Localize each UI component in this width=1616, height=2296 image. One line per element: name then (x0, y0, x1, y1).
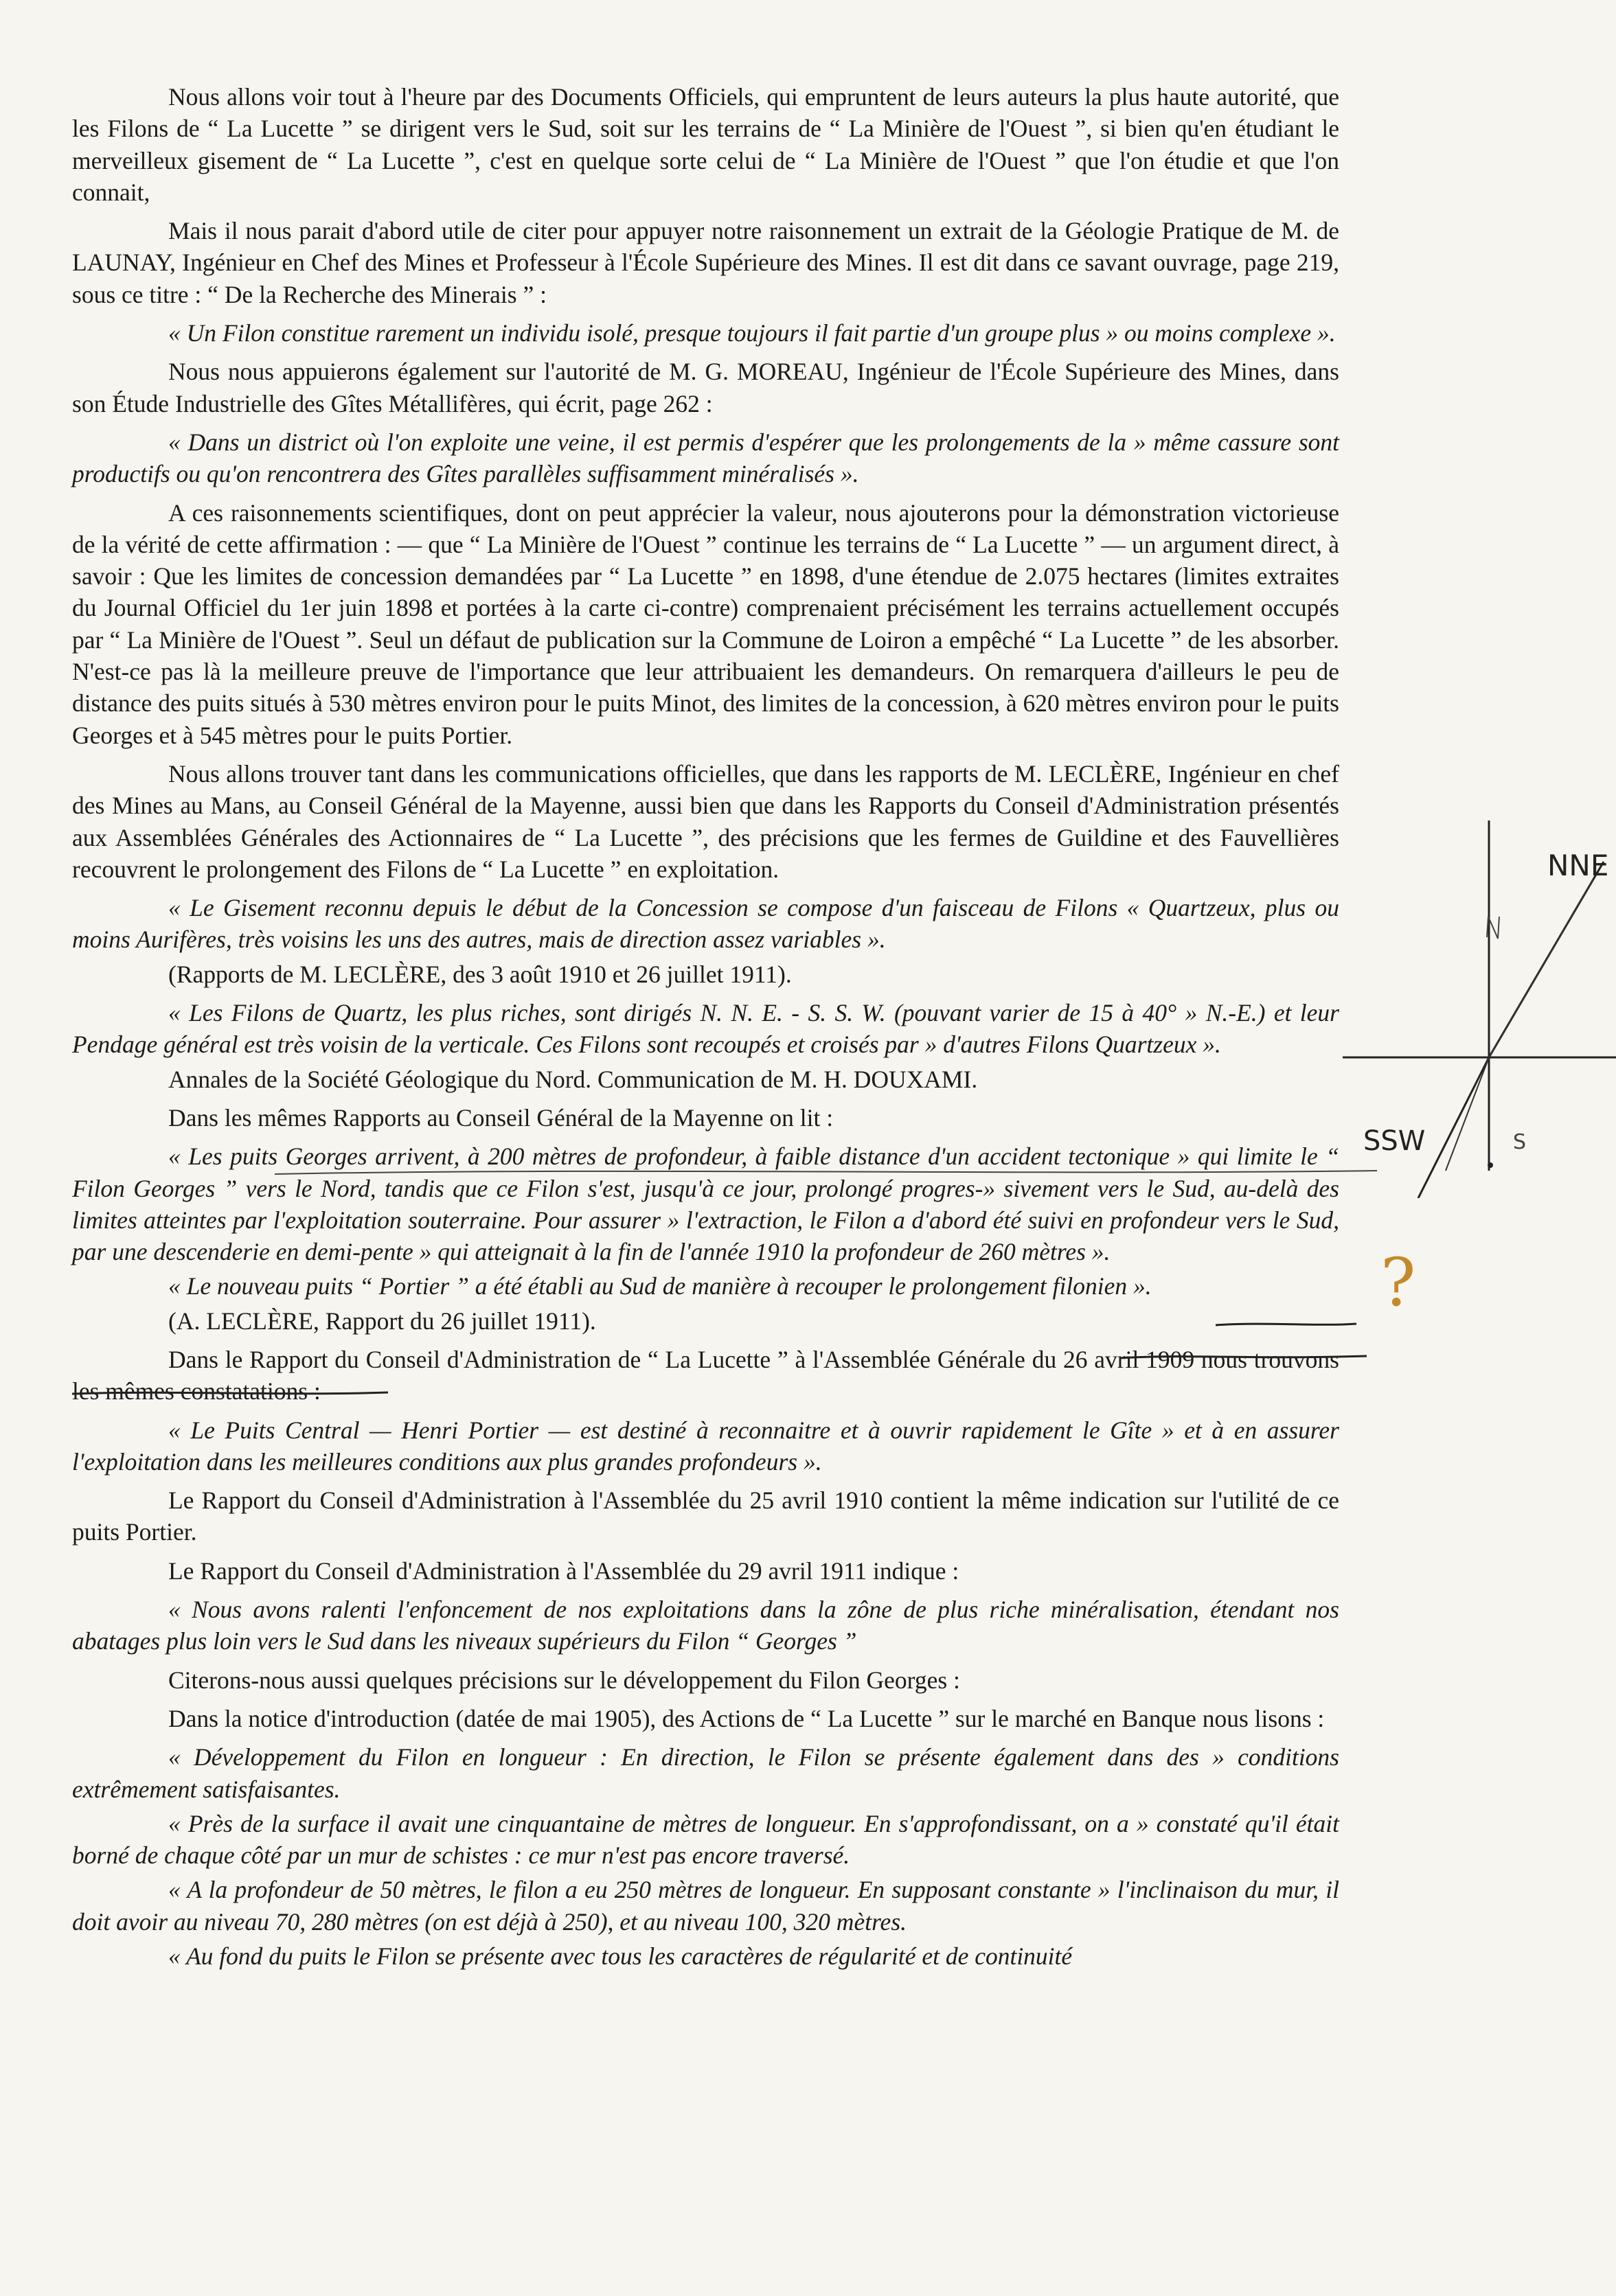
citation-source: (Rapports de M. LECLÈRE, des 3 août 1910 et 26 juillet 1911). (168, 960, 792, 988)
quotation: « Le Puits Central — Henri Portier — est destiné à reconnaitre et à ouvrir rapidement le Gîte » et à en assurer l'exploitation dans les meilleures conditions aux plus grandes profondeurs ». (72, 1416, 1339, 1476)
citation-source: (A. LECLÈRE, Rapport du 26 juillet 1911). (168, 1307, 596, 1335)
quotation: « Un Filon constitue rarement un individu isolé, presque toujours il fait partie d'un groupe plus » ou moins complexe ». (168, 319, 1336, 347)
quotation: « Le Gisement reconnu depuis le début de la Concession se compose d'un faisceau de Filons « Quartzeux, plus ou moins Aurifères, très voisins les uns des autres, mais de direction assez variables ». (72, 894, 1339, 954)
paragraph: Le Rapport du Conseil d'Administration à l'Assemblée du 25 avril 1910 contient la même indication sur l'utilité de ce puits Portier. (72, 1486, 1339, 1546)
quotation: « Les Filons de Quartz, les plus riches, sont dirigés N. N. E. - S. S. W. (pouvant varier de 15 à 40° » N.-E.) et leur Pendage général est très voisin de la verticale. Ces Filons sont recoupés et croisés par » d'autres Filons Quartzeux ». (72, 999, 1339, 1059)
compass-sketch (1329, 814, 1616, 1198)
sketch-label-ssw: SSW (1363, 1125, 1426, 1157)
paragraph: Nous allons trouver tant dans les communications officielles, que dans les rapports de M. LECLÈRE, Ingénieur en chef des Mines au Mans, au Conseil Général de la Mayenne, aussi bien que dans les Rapports du Conseil d'Administration présentés aux Assemblées Générales des Actionnaires de “ La Lucette ”, des précisions que les fermes de Guildine et des Fauvellières recouvrent le prolongement des Filons de “ La Lucette ” en exploitation. (72, 759, 1339, 883)
paragraph: Nous allons voir tout à l'heure par des Documents Officiels, qui empruntent de leurs auteurs la plus haute autorité, que les Filons de “ La Lucette ” se dirigent vers le Sud, soit sur les terrains de “ La Minière de l'Ouest ”, si bien qu'en étudiant le merveilleux gisement de “ La Lucette ”, c'est en quelque sorte celui de “ La Minière de l'Ouest ” que l'on étudie et que l'on connait, (72, 83, 1339, 206)
handwritten-question-mark: ? (1380, 1244, 1416, 1321)
quotation: « A la profondeur de 50 mètres, le filon a eu 250 mètres de longueur. En supposant constante » l'inclinaison du mur, il doit avoir au niveau 70, 280 mètres (on est déjà à 250), et au niveau 100, 320 mètres. (72, 1876, 1339, 1936)
citation-source: Annales de la Société Géologique du Nord. Communication de M. H. DOUXAMI. (168, 1065, 978, 1093)
quotation: « Développement du Filon en longueur : En direction, le Filon se présente également dans des » conditions extrêmement satisfaisantes. (72, 1743, 1339, 1803)
paragraph: Dans le Rapport du Conseil d'Administration de “ La Lucette ” à l'Assemblée Générale du 26 avril 1909 nous trouvons les mêmes constatations : (72, 1345, 1339, 1405)
document-body (72, 81, 1339, 1975)
sketch-label-s: S (1513, 1130, 1527, 1154)
quotation: « Au fond du puits le Filon se présente avec tous les caractères de régularité et de continuité (168, 1942, 1073, 1971)
quotation: « Nous avons ralenti l'enfoncement de nos exploitations dans la zône de plus riche minéralisation, étendant nos abatages plus loin vers le Sud dans les niveaux supérieurs du Filon “ Georges ” (72, 1596, 1339, 1655)
paragraph: Dans la notice d'introduction (datée de mai 1905), des Actions de “ La Lucette ” sur le marché en Banque nous lisons : (168, 1704, 1325, 1732)
paragraph: Mais il nous parait d'abord utile de citer pour appuyer notre raisonnement un extrait de la Géologie Pratique de M. de LAUNAY, Ingénieur en Chef des Mines et Professeur à l'École Supérieure des Mines. Il est dit dans ce savant ouvrage, page 219, sous ce titre : “ De la Recherche des Minerais ” : (72, 217, 1339, 308)
quotation: « Les puits Georges arrivent, à 200 mètres de profondeur, à faible distance d'un accident tectonique » qui limite le “ Filon Georges ” vers le Nord, tandis que ce Filon s'est, jusqu'à ce jour, prolongé progres-» sivement vers le Sud, au-delà des limites atteintes par l'exploitation souterraine. Pour assurer » l'extraction, le Filon a d'abord été suivi en profondeur vers le Sud, par une descenderie en demi-pente » qui atteignait à la fin de l'année 1910 la profondeur de 260 mètres ». (72, 1143, 1339, 1266)
quotation: « Dans un district où l'on exploite une veine, il est permis d'espérer que les prolongements de la » même cassure sont productifs ou qu'on rencontrera des Gîtes parallèles suffisamment minéralisés ». (72, 428, 1339, 488)
sketch-label-nne: NNE (1547, 849, 1609, 882)
paragraph: Citerons-nous aussi quelques précisions sur le développement du Filon Georges : (168, 1666, 960, 1694)
quotation: « Près de la surface il avait une cinquantaine de mètres de longueur. En s'approfondissant, on a » constaté qu'il était borné de chaque côté par un mur de schistes : ce mur n'est pas encore traversé. (72, 1809, 1339, 1870)
paragraph: Dans les mêmes Rapports au Conseil Général de la Mayenne on lit : (168, 1103, 834, 1132)
paragraph: A ces raisonnements scientifiques, dont on peut apprécier la valeur, nous ajouterons pour la démonstration victorieuse de la vérité de cette affirmation : — que “ La Minière de l'Ouest ” continue les terrains de “ La Lucette ” — un argument direct, à savoir : Que les limites de concession demandées par “ La Lucette ” en 1898, d'une étendue de 2.075 hectares (limites extraites du Journal Officiel du 1er juin 1898 et portées à la carte ci-contre) comprenaient précisément les terrains actuellement occupés par “ La Minière de l'Ouest ”. Seul un défaut de publication sur la Commune de Loiron a empêché “ La Lucette ” de les absorber. N'est-ce pas là la meilleure preuve de l'importance que leur attribuaient les demandeurs. On remarquera d'ailleurs le peu de distance des puits situés à 530 mètres environ pour le puits Minot, des limites de la concession, à 620 mètres environ pour le puits Georges et à 545 mètres pour le puits Portier. (72, 498, 1339, 749)
paragraph: Le Rapport du Conseil d'Administration à l'Assemblée du 29 avril 1911 indique : (168, 1557, 959, 1585)
quotation: « Le nouveau puits “ Portier ” a été établi au Sud de manière à recouper le prolongement filonien ». (168, 1272, 1152, 1300)
paragraph: Nous nous appuierons également sur l'autorité de M. G. MOREAU, Ingénieur de l'École Supérieure des Mines, dans son Étude Industrielle des Gîtes Métallifères, qui écrit, page 262 : (72, 358, 1339, 417)
